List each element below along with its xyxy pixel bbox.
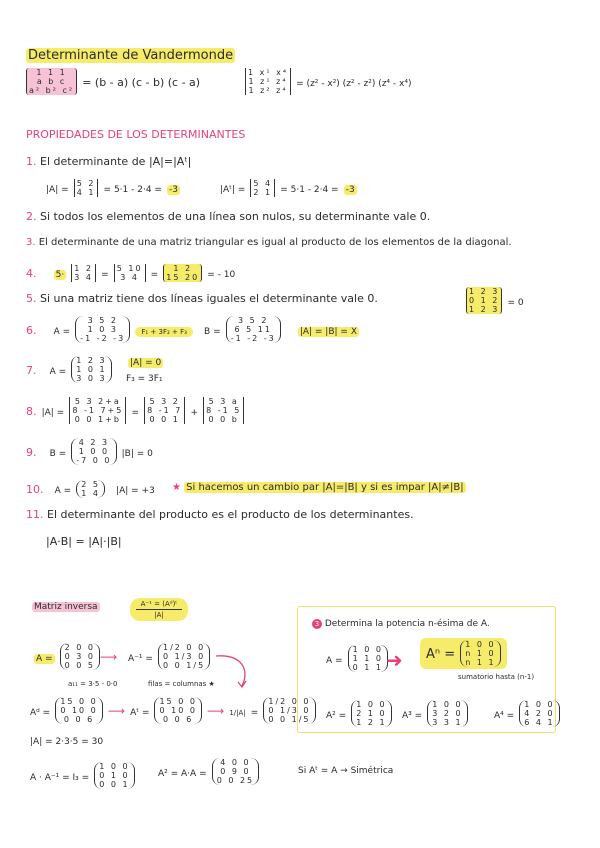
property-1-example-b: |Aᵗ| = 5 4 2 1 = 5·1 - 2·4 = -3 bbox=[220, 178, 355, 197]
vandermonde-matrix-1 bbox=[26, 68, 200, 95]
inverse-title: Matriz inversa bbox=[34, 602, 98, 612]
vandermonde-title: Determinante de Vandermonde bbox=[28, 48, 234, 63]
vandermonde-eq-2: = (z² - x²) (z² - z²) (z⁴ - x⁴) bbox=[296, 79, 412, 89]
symmetric-note: Si Aᵗ = A → Simétrica bbox=[298, 766, 394, 776]
identity-product: A · A⁻¹ = I₃ = 1 0 0 0 1 0 0 0 1 bbox=[30, 762, 135, 789]
property-4: 4. 5· 1 2 3 4 = 5 10 3 4 = 1 2 15 20 = - 10 bbox=[26, 263, 236, 282]
property-5: 5. Si una matriz tiene dos líneas iguales el determinante vale 0. bbox=[26, 292, 378, 305]
power-matrix-a: A = 1 0 0 1 1 0 0 1 1 bbox=[326, 645, 388, 672]
property-7-note: F₃ = 3F₁ bbox=[126, 374, 163, 384]
curved-arrow-icon bbox=[212, 650, 252, 690]
inverse-bottom-row: Aᵈ = 15 0 0 0 10 0 0 0 6 ⟶ Aᵗ = 15 0 0 0 10 0 0 0 6 ⟶ 1/|A| = 1/2 0 0 0 1/3 0 0 0 1/5 bbox=[30, 697, 316, 724]
matrix-det: 1 x¹ x⁴ 1 z¹ z⁴ 1 z² z⁴ bbox=[245, 68, 291, 95]
inverse-formula: A⁻¹ = (Aᵈ)ᵗ |A| bbox=[130, 598, 188, 621]
property-10: 10. A = 2 5 1 4 |A| = +3 bbox=[26, 479, 155, 498]
power-note: sumatorio hasta (n-1) bbox=[458, 673, 535, 681]
inverse-result-top: A⁻¹ = 1/2 0 0 0 1/3 0 0 0 1/5 bbox=[128, 643, 210, 670]
property-7: 7. A = 1 2 3 1 0 1 3 0 3 bbox=[26, 356, 112, 383]
property-1-example-a: |A| = 5 2 4 1 = 5·1 - 2·4 = -3 bbox=[46, 178, 179, 197]
property-8: 8. |A| = 5 3 2+a 8 -1 7+5 0 0 1+b = 5 3 2 8 -1 7 0 0 1 + 5 3 a 8 -1 5 0 0 b bbox=[26, 397, 244, 424]
property-11-formula: |A·B| = |A|·|B| bbox=[46, 535, 122, 548]
property-9: 9. B = 4 2 3 1 0 0 -7 0 0 |B| = 0 bbox=[26, 438, 153, 465]
property-1: 1. El determinante de |A|=|Aᵗ| bbox=[26, 155, 192, 168]
properties-title: PROPIEDADES DE LOS DETERMINANTES bbox=[26, 128, 246, 141]
power-matrix-an: Aⁿ = 1 0 0 n 1 0 n 1 1 bbox=[420, 638, 507, 669]
inverse-note-1: a₁₁ = 3·5 - 0·0 bbox=[68, 680, 118, 688]
property-2: 2. Si todos los elementos de una línea son nulos, su determinante vale 0. bbox=[26, 210, 431, 223]
power-matrix-a2: A² = 1 0 0 2 1 0 1 2 1 bbox=[326, 700, 392, 727]
property-6: 6. A = 3 5 2 1 0 3 -1 -2 -3 F₁ + 3F₂ + F₃ B = 3 5 2 6 5 11 -1 -2 -3 |A| = |B| = X bbox=[26, 316, 357, 343]
property-11: 11. El determinante del producto es el producto de los determinantes. bbox=[26, 508, 414, 521]
inverse-note-2: filas = columnas ★ bbox=[148, 680, 215, 688]
property-10-note: ★ Si hacemos un cambio par |A|=|B| y si es impar |A|≠|B| bbox=[172, 482, 464, 493]
arrow-right-icon: ➜ bbox=[386, 648, 403, 672]
exercise-badge: 3 bbox=[312, 619, 322, 629]
property-7-result: |A| = 0 bbox=[130, 358, 162, 368]
vandermonde-eq-1: = (b - a) (c - b) (c - a) bbox=[82, 76, 201, 89]
star-icon: ★ bbox=[172, 482, 181, 493]
power-matrix-a3: A³ = 1 0 0 3 2 0 3 3 1 bbox=[402, 700, 468, 727]
vandermonde-matrix-2 bbox=[245, 68, 411, 95]
matrix-det: 1 1 1 a b c a² b² c² bbox=[26, 68, 77, 95]
property-5-matrix: 1 2 3 0 1 2 1 2 3 = 0 bbox=[466, 287, 524, 314]
inverse-matrix-a: A = 2 0 0 0 3 0 0 0 5 bbox=[34, 643, 100, 670]
arrow-right-icon: ⟶ bbox=[100, 650, 118, 664]
square-product: A² = A·A = 4 0 0 0 9 0 0 0 25 bbox=[158, 758, 259, 785]
power-matrix-a4: A⁴ = 1 0 0 4 2 0 6 4 1 bbox=[494, 700, 560, 727]
property-3: 3. El determinante de una matriz triangular es igual al producto de los elementos de la diagonal. bbox=[26, 237, 512, 248]
inverse-det: |A| = 2·3·5 = 30 bbox=[30, 737, 104, 747]
power-exercise-title: 3 Determina la potencia n-ésima de A. bbox=[312, 619, 490, 629]
